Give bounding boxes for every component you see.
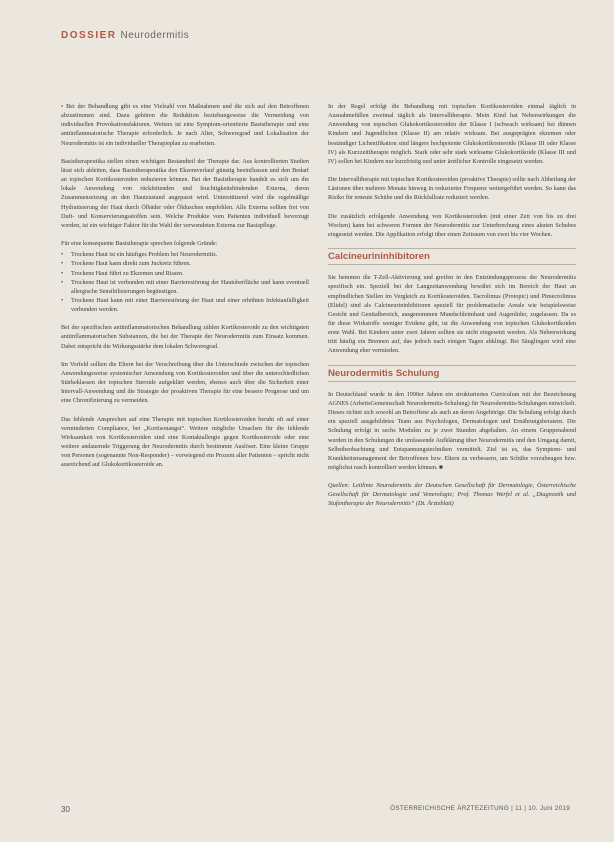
- left-paragraph-5: Das fehlende Ansprechen auf eine Therapie mit topischen Kortikosteroiden beruht oft auf einer verminderten Compliance, bei „Kortisonangst“. Weitere mögliche Ursachen für die fehlende Wirksamkeit von Kortikosteroiden sind eine Kontaktallergie gegen Kortikosteroide oder eine weitere andauernde Triggerung der Neurodermitis durch bestimmte Auslöser. Eine kleine Gruppe von Personen (sogenannte Non-Responder) – vorwiegend ein Prozent aller Patienten – spricht nicht ausreichend auf Glukokortikosteroide an.: [61, 415, 309, 469]
- left-paragraph-4: Im Vorfeld sollten die Eltern bei der Verschreibung über die Unterschiede zwischen der topischen Anwendungsweise systemischer Anwendung von Kortikosteroiden und über die unterschiedlichen Stärkeklassen der topischen Steroide aufgeklärt werden, ebenso auch über die Sicherheit einer Intervall-Anwendung und die Strategie der proaktiven Therapie für eine bessere Prognose und um eine Chronifizierung zu vermeiden.: [61, 360, 309, 405]
- left-paragraph-1-text: Bei der Behandlung gibt es eine Vielzahl von Maßnahmen und die sich auf den Betroffenen abzustimmen sind. Dazu gehören die Reduktion beziehungsweise die Vermeidung von individuellen Provokationsfaktoren. Weiters ist eine Symptom-orientierte Basistherapie und eine antiinflammatorische Therapie erforderlich. Je nach Alter, Schweregrad und Lokalisation der Neurodermitis ist ein individueller Therapieplan zu erarbeiten.: [61, 103, 309, 147]
- left-column: [61, 102, 309, 478]
- right-paragraph-5: [328, 390, 576, 472]
- section-heading-calcineurin: Calcineurininhibitoren: [328, 248, 576, 265]
- right-paragraph-4: Sie hemmen die T-Zell-Aktivierung und greifen in den Entzündungsprozess der Neurodermitis spezifisch ein. Speziell bei der Langzeitanwendung bewährt sich im Bereich der Haut an empfindlichen Stellen im Vergleich zu Kortikosteroiden. Tacrolimus (Protopic) und Pimecrolimus (Elidel) sind als Calcineurininhibitoren speziell für problematische Areale wie beispielsweise Gesicht und Genitalbereich, ausgenommen Mundschleimhaut und Augenlider, zugelassen. Da es für diese Wirkstoffe weniger Evidenz gibt, ist die Anwendung von topischen Glukokortikoiden erste Wahl. Bei Kindern unter zwei Jahren sollten sie nicht eingesetzt werden. Als Nebenwirkung tritt häufig ein Brennen auf, das jedoch nach einigen Tagen abklingt. Bei Säuglingen wird eine Anwendung eher vermieden.: [328, 274, 576, 355]
- right-paragraph-5-text: In Deutschland wurde in den 1990er Jahren ein strukturiertes Curriculum mit der Bezeichnung AGNES (ArbeitsGemeinschaft Neurodermitis-Schulung) für Neurodermitis-Schulungen entwickelt. Dieses richtet sich sowohl an Betroffene als auch an deren Angehörige. Die Schulung erfolgt durch ein speziell ausgebildetes Team aus Psychologen, Dermatologen und Ernährungsberatern. Die Schulung erfolgt in sechs Modulen zu je zwei Stunden abgehalten. An einem Gruppenabend werden in den Schulungen die umfassende Aufklärung über Neurodermitis und den Umgang damit, Selbstbeobachtung und Entspannungstechniken vermittelt. Ziel ist es, das Symptom- und Krankheitsmanagement der Betroffenen bzw. Eltern zu verbessern, um Schübe vorzubeugen bzw. möglichst rasch kontrolliert werden können.: [328, 390, 576, 471]
- left-paragraph-3: Bei der spezifischen antiinflammatorischen Behandlung zählen Kortikosteroide zu den wichtigsten antiinflammatorischen Substanzen, die bei der Therapie der Neurodermitis zum Einsatz kommen. Dabei entspricht die Wirkungsstärke dem lokalen Schweregrad.: [61, 324, 309, 350]
- list-item: • Trockene Haut kann direkt zum Juckreiz führen.: [61, 259, 309, 268]
- right-paragraph-3: Die zusätzlich erfolgende Anwendung von Kortikosteroiden (mit einer Zeit von bis zu drei Wochen) kann bei schweren Formen der Neurodermitis zur Unterbrechung eines akuten Schubes eingesetzt werden. Die Applikation erfolgt über einen Zeitraum von zwei bis vier Wochen.: [328, 212, 576, 238]
- list-item: • Trockene Haut kann mit einer Barrierestörung der Haut und einer erhöhten Infektanfälligkeit verbunden werden.: [61, 296, 309, 314]
- page-number: 30: [61, 805, 70, 814]
- list-item: • Trockene Haut ist verbunden mit einer Barrierestörung der Hautoberfläche und kann eventuell allergische Sensibilisierungen begünstigen.: [61, 278, 309, 296]
- header-section: Neurodermitis: [120, 30, 190, 41]
- list-intro: Für eine konsequente Basistherapie sprechen folgende Gründe:: [61, 240, 218, 248]
- page-header: [61, 30, 189, 41]
- right-paragraph-2: Die Intervalltherapie mit topischen Kortikosteroiden (proaktive Therapie) sollte nach Abheilung der Läsionen über mehrere Monate hinweg in reduzierter Frequenz weitergeführt werden. So kann das Risiko für erneute Schübe und die Rückfallrate reduziert werden.: [328, 176, 576, 202]
- left-paragraph-2: Basistherapeutika stellen einen wichtigen Bestandteil der Therapie dar. Aus kontrollierten Studien lässt sich ableiten, dass Basistherapeutika den Ekzemverlauf günstig beeinflussen und den Bedarf an topischen Kortikosteroiden reduzieren können. Bei der Basistherapie handelt es sich um die lokale Anwendung von rückfettenden und feuchtigkeitsbindenden Externa, deren Zusammensetzung an den Hautzustand angepasst wird. Unterstützend wird die regelmäßige Hydratisierung der Haut durch Ölbäder oder Ölduschen empfohlen. Alle Externa sollten frei von Duft- und Konservierungsstoffen sein. Welche Produkte vom Patienten individuell bevorzugt werden, ist ein wichtiger Faktor für die Wahl der verwendeten Externa zur Basispflege.: [61, 157, 309, 229]
- issue-info: ÖSTERREICHISCHE ÄRZTEZEITUNG | 11 | 10. Juni 2019: [390, 805, 570, 812]
- source-note: Quellen: Leitlinie Neurodermitis der Deutschen Gesellschaft für Dermatologie, Österreichische Gesellschaft für Dermatologie und Venerologie; Prof. Thomas Werfel et al. „Diagnostik und Stufentherapie der Neurodermitis“ (Dt. Ärzteblatt): [328, 482, 576, 508]
- header-kicker: DOSSIER: [61, 30, 117, 41]
- reasons-list: [61, 250, 309, 314]
- section-heading-schulung: Neurodermitis Schulung: [328, 365, 576, 382]
- left-paragraph-1: [61, 102, 309, 148]
- end-mark-icon: ■: [439, 464, 443, 471]
- list-item: • Trockene Haut ist ein häufiges Problem bei Neurodermitis.: [61, 250, 309, 259]
- right-paragraph-1: In der Regel erfolgt die Behandlung mit topischen Kortikosteroiden einmal täglich in Ausnahmefällen zweimal täglich als Intervalltherapie. Mein Kind hat Nebenwirkungen die Anwendung von topischen Glukokortikosteroiden der Klasse I (schwach wirksam) bei dünnen Kindern und Jugendlichen (Klasse II) am relativ wirksam. Bei ausgeprägten ekzemen oder beständiger Lichenifikation sind längere hochpotente Glukokortikosteroide (Klasse III oder Klasse IV) als Kurzzeittherapie möglich. Stark oder sehr stark wirksame Glukokortikoide (Klasse III und IV) sollen bei Kindern nur kurzfristig und unter ärztlicher Kontrolle eingesetzt werden.: [328, 103, 576, 165]
- right-column: [328, 102, 576, 518]
- lead-bullet-icon: •: [61, 103, 64, 110]
- list-item: • Trockene Haut führt zu Ekzemen und Rissen.: [61, 269, 309, 278]
